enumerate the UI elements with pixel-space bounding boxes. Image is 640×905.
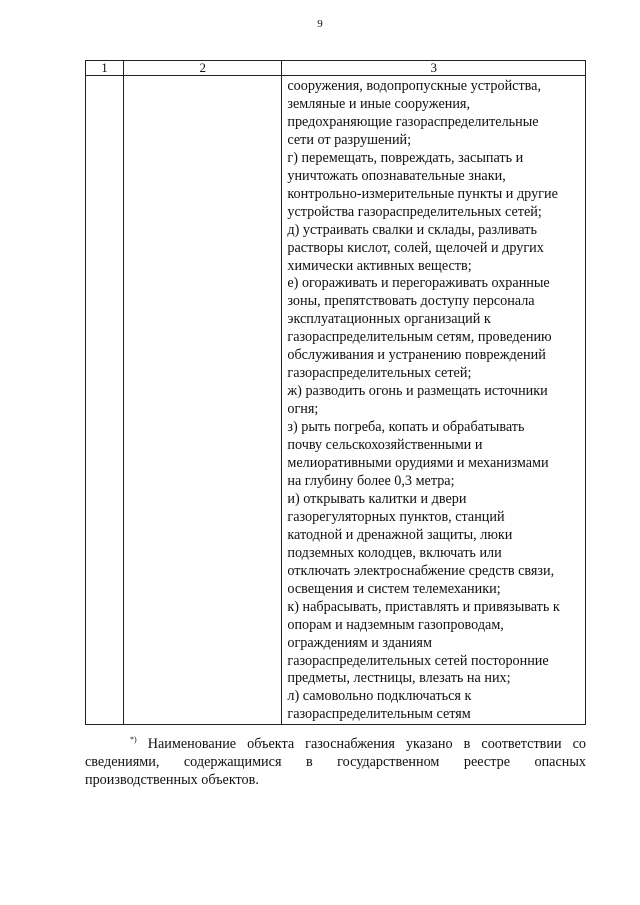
text-line: е) огораживать и перегораживать охранные bbox=[287, 275, 550, 292]
text-line: зоны, препятствовать доступу персонала bbox=[287, 293, 535, 310]
text-line: к) набрасывать, приставлять и привязывать к bbox=[287, 598, 560, 615]
text-line: опорам и надземным газопроводам, bbox=[287, 616, 504, 633]
table-header-row bbox=[86, 61, 586, 76]
text-line: огня; bbox=[287, 401, 319, 418]
text-line: устройства газораспределительных сетей; bbox=[287, 203, 542, 220]
text-line: химически активных веществ; bbox=[287, 257, 472, 274]
text-line: л) самовольно подключаться к bbox=[287, 688, 472, 705]
text-line: эксплуатационных организаций к bbox=[287, 311, 491, 328]
table-cell-col3 bbox=[282, 76, 586, 725]
text-line: почву сельскохозяйственными и bbox=[287, 437, 483, 454]
table-cell-col1 bbox=[86, 76, 124, 725]
document-table bbox=[85, 60, 586, 725]
text-line: газораспределительных сетей; bbox=[287, 365, 472, 382]
footnote bbox=[85, 731, 586, 789]
text-line: контрольно-измерительные пункты и другие bbox=[287, 185, 558, 202]
text-line: на глубину более 0,3 метра; bbox=[287, 472, 455, 489]
text-line: г) перемещать, повреждать, засыпать и bbox=[287, 149, 524, 166]
text-line: сооружения, водопропускные устройства, bbox=[287, 78, 542, 94]
table-cell-col2 bbox=[124, 76, 282, 725]
table-row bbox=[86, 76, 586, 725]
text-line: предохраняющие газораспределительные bbox=[287, 113, 539, 130]
text-line: подземных колодцев, включать или bbox=[287, 544, 502, 561]
text-line: и) открывать калитки и двери bbox=[287, 490, 467, 507]
column-header-3: 3 bbox=[282, 61, 586, 76]
text-line: ж) разводить огонь и размещать источники bbox=[287, 383, 548, 400]
page-number: 9 bbox=[317, 18, 323, 30]
text-line: сети от разрушений; bbox=[287, 131, 412, 148]
text-line: газораспределительным сетям bbox=[287, 706, 471, 723]
text-line: освещения и систем телемеханики; bbox=[287, 580, 501, 597]
text-line: отключать электроснабжение средств связи, bbox=[287, 562, 555, 579]
column-header-1: 1 bbox=[86, 61, 124, 76]
text-line: ограждениям и зданиям bbox=[287, 634, 432, 651]
footnote-marker: *) bbox=[130, 735, 137, 744]
column-header-2: 2 bbox=[124, 61, 282, 76]
text-line: газорегуляторных пунктов, станций bbox=[287, 508, 505, 525]
text-line: д) устраивать свалки и склады, разливать bbox=[287, 221, 537, 238]
text-line: земляные и иные сооружения, bbox=[287, 95, 470, 112]
text-line: мелиоративными орудиями и механизмами bbox=[287, 455, 549, 472]
restrictions-text bbox=[282, 76, 585, 724]
footnote-text: Наименование объекта газоснабжения указано в соответствии со сведениями, содержащимися в государственном реестре опасных производственных объектов. bbox=[85, 736, 586, 788]
text-line: предметы, лестницы, влезать на них; bbox=[287, 670, 511, 687]
text-line: газораспределительным сетям, проведению bbox=[287, 329, 552, 346]
text-line: з) рыть погреба, копать и обрабатывать bbox=[287, 419, 525, 436]
text-line: обслуживания и устранению повреждений bbox=[287, 347, 546, 364]
text-line: растворы кислот, солей, щелочей и других bbox=[287, 239, 544, 256]
text-line: катодной и дренажной защиты, люки bbox=[287, 526, 513, 543]
text-line: уничтожать опознавательные знаки, bbox=[287, 167, 506, 184]
text-line: газораспределительных сетей посторонние bbox=[287, 652, 549, 669]
